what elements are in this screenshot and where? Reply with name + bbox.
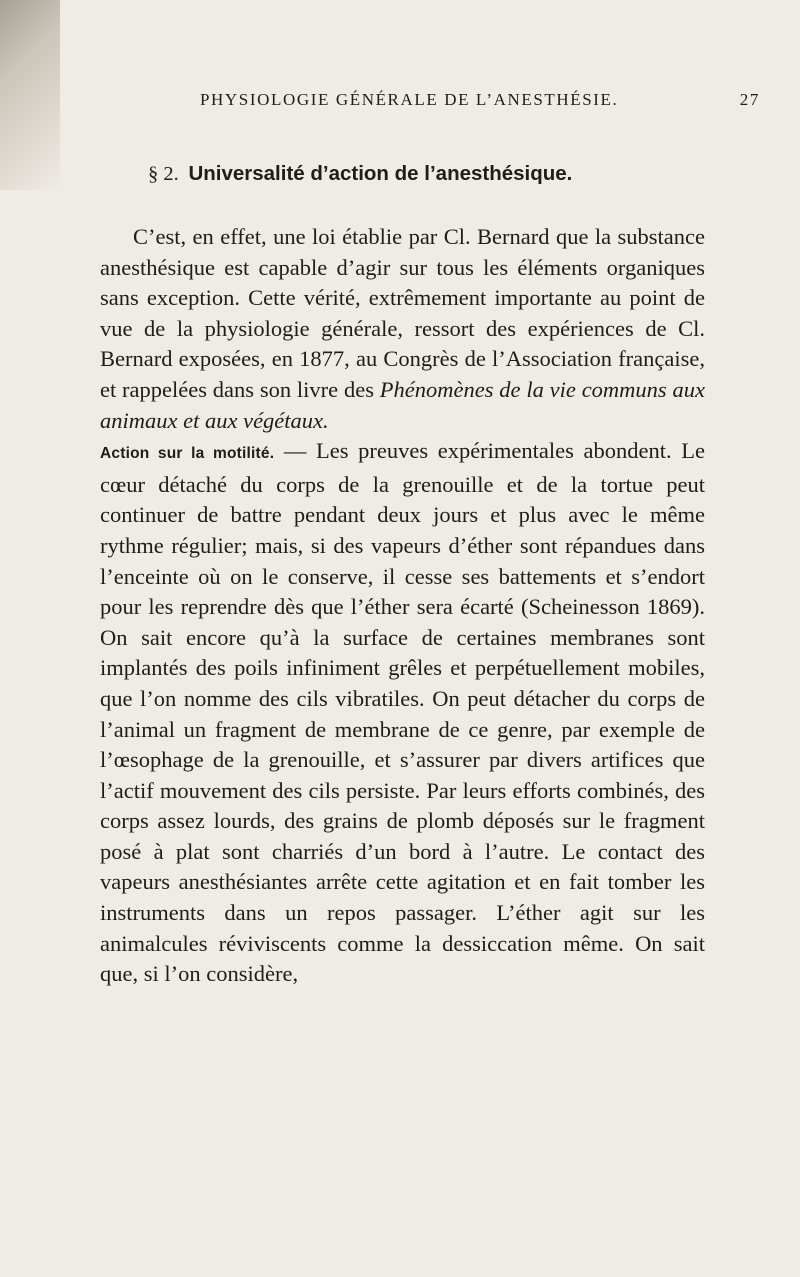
paragraph-1-text: C’est, en effet, une loi établie par Cl. Bernard que la substance anesthésique est capable d’agir sur tous les éléments organiques sans exception. Cette vérité, extrêmement importante au point de vue de la physiologie générale, ressort des expériences de Cl. Bernard exposées, en 1877, au Congrès de l’Association française, et rappelées dans son livre des [100,224,705,402]
paragraph-2-text: — Les preuves expérimentales abondent. Le cœur détaché du corps de la grenouille et de la tortue peut continuer de battre pendant deux jours et plus avec le même rythme régulier; mais, si des vapeurs d’éther sont répandues dans l’enceinte où on le conserve, il cesse ses battements et s’endort pour les reprendre dès que l’éther sera écarté (Scheinesson 1869). On sait encore qu’à la surface de certaines membranes sont implantés des poils infiniment grêles et perpétuellement mobiles, que l’on nomme des cils vibratiles. On peut détacher du corps de l’animal un fragment de membrane de ce genre, par exemple de l’œsophage de la grenouille, et s’assurer par divers artifices que l’actif mouvement des cils persiste. Par leurs efforts combinés, des corps assez lourds, des grains de plomb déposés sur le fragment posé à plat sont charriés d’un bord à l’autre. Le contact des vapeurs anesthésiantes arrête cette agitation et en fait tomber les instruments dans un repos passager. L’éther agit sur les animalcules réviviscents comme la dessiccation même. On sait que, si l’on considère, [100,438,705,987]
sidehead-motilite: Action sur la motilité. [100,445,275,463]
page-number: 27 [739,90,760,109]
running-head [200,90,760,114]
section-mark: § 2. [148,163,179,185]
page-edge-shadow [0,0,60,190]
book-title: Phénomènes de la vie communs aux animaux et aux végétaux. [100,376,705,433]
running-head-title: PHYSIOLOGIE GÉNÉRALE DE L’ANESTHÉSIE. [200,90,619,109]
body-text [100,222,705,990]
section-heading [148,162,572,186]
section-title: Universalité d’action de l’anesthésique. [188,162,573,185]
paragraph-1 [100,222,705,436]
paragraph-2 [100,436,705,990]
